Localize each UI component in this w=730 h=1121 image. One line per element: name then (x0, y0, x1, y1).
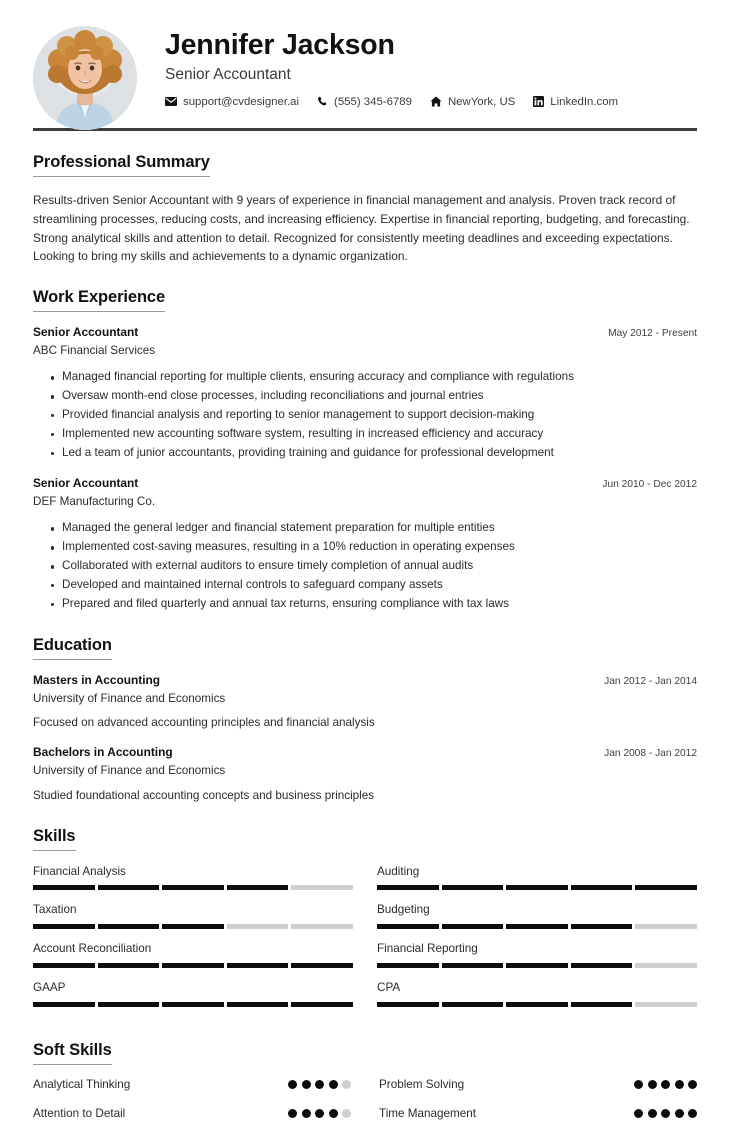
profile-photo-illustration (33, 26, 137, 130)
skill-meter-segment (227, 963, 289, 968)
skill-meter-segment (377, 963, 439, 968)
soft-skill-rating (288, 1109, 351, 1118)
contact-phone-value: (555) 345-6789 (334, 95, 412, 108)
rating-dot (634, 1109, 643, 1118)
email-icon (165, 97, 177, 106)
list-item: Provided financial analysis and reporting to senior management to support decision-making (51, 406, 697, 425)
work-entry (33, 325, 697, 463)
list-item: Managed the general ledger and financial statement preparation for multiple entities (51, 519, 697, 538)
soft-skill-item (33, 1106, 351, 1121)
skills-grid (33, 864, 697, 1019)
skill-meter-segment (571, 963, 633, 968)
skill-meter-segment (442, 1002, 504, 1007)
list-item: Implemented cost-saving measures, resulting in a 10% reduction in operating expenses (51, 538, 697, 557)
skill-meter-segment (377, 1002, 439, 1007)
contact-email-value: support@cvdesigner.ai (183, 95, 300, 108)
home-icon (430, 96, 442, 107)
contact-row (165, 96, 697, 108)
section-heading-soft-skills: Soft Skills (33, 1041, 112, 1065)
work-entry-organization: DEF Manufacturing Co. (33, 494, 156, 508)
skill-meter-segment (33, 885, 95, 890)
skill-meter-segment (635, 963, 697, 968)
list-item: Prepared and filed quarterly and annual tax returns, ensuring compliance with tax laws (51, 595, 697, 614)
header-text-block (137, 26, 697, 108)
work-entry-bullets (33, 519, 697, 614)
skill-meter-segment (98, 885, 160, 890)
work-entry-head (33, 476, 697, 491)
skill-item (377, 980, 697, 1019)
rating-dot (648, 1109, 657, 1118)
rating-dot (688, 1109, 697, 1118)
section-heading-education: Education (33, 636, 112, 660)
skill-meter-segment (291, 963, 353, 968)
skill-label: GAAP (33, 980, 66, 994)
work-entry-dates: May 2012 - Present (608, 328, 697, 340)
skill-meter-segment (506, 885, 568, 890)
skill-item (377, 902, 697, 941)
skill-level-meter (33, 885, 353, 890)
skill-label: CPA (377, 980, 401, 994)
skill-meter-segment (33, 963, 95, 968)
soft-skill-rating (634, 1109, 697, 1118)
education-entry-degree: Bachelors in Accounting (33, 745, 173, 760)
linkedin-icon (533, 96, 544, 107)
skill-meter-segment (227, 924, 289, 929)
rating-dot (315, 1109, 324, 1118)
skill-level-meter (377, 924, 697, 929)
skill-meter-segment (635, 924, 697, 929)
skill-level-meter (33, 963, 353, 968)
contact-location-value: NewYork, US (447, 95, 516, 108)
job-title: Senior Accountant (165, 66, 291, 84)
rating-dot (688, 1080, 697, 1089)
education-entry-institution: University of Finance and Economics (33, 691, 226, 705)
skill-item (377, 941, 697, 980)
skill-meter-segment (98, 963, 160, 968)
rating-dot (342, 1109, 351, 1118)
section-heading-summary: Professional Summary (33, 153, 210, 177)
skill-label: Auditing (377, 864, 420, 878)
education-entry-description: Studied foundational accounting concepts and business principles (33, 788, 375, 802)
skill-meter-segment (571, 885, 633, 890)
skill-meter-segment (33, 1002, 95, 1007)
section-work-experience (33, 288, 697, 614)
skill-meter-segment (227, 885, 289, 890)
soft-skill-label: Time Management (379, 1106, 477, 1120)
list-item: Developed and maintained internal controls to safeguard company assets (51, 576, 697, 595)
skill-meter-segment (291, 1002, 353, 1007)
education-entry-degree: Masters in Accounting (33, 673, 161, 688)
skill-label: Account Reconciliation (33, 942, 152, 956)
skill-meter-segment (506, 963, 568, 968)
work-entry (33, 476, 697, 614)
work-entry-organization: ABC Financial Services (33, 343, 156, 357)
skill-label: Financial Reporting (377, 942, 478, 956)
list-item: Implemented new accounting software system, resulting in increased efficiency and accuracy (51, 425, 697, 444)
skill-meter-segment (33, 924, 95, 929)
rating-dot (315, 1080, 324, 1089)
skill-meter-segment (635, 1002, 697, 1007)
skill-level-meter (33, 1002, 353, 1007)
skill-meter-segment (162, 1002, 224, 1007)
skill-meter-segment (227, 1002, 289, 1007)
skill-meter-segment (506, 1002, 568, 1007)
skill-level-meter (377, 885, 697, 890)
soft-skill-label: Attention to Detail (33, 1106, 126, 1120)
skill-meter-segment (506, 924, 568, 929)
skill-label: Financial Analysis (33, 864, 126, 878)
contact-email[interactable] (165, 96, 299, 108)
section-professional-summary (33, 153, 697, 266)
skill-meter-segment (442, 963, 504, 968)
soft-skill-label: Analytical Thinking (33, 1077, 131, 1091)
rating-dot (648, 1080, 657, 1089)
skill-label: Budgeting (377, 903, 430, 917)
list-item: Managed financial reporting for multiple clients, ensuring accuracy and compliance with regulations (51, 368, 697, 387)
rating-dot (661, 1080, 670, 1089)
skill-item (377, 864, 697, 903)
work-entry-head (33, 325, 697, 340)
skill-meter-segment (162, 924, 224, 929)
rating-dot (288, 1109, 297, 1118)
skill-meter-segment (291, 885, 353, 890)
rating-dot (675, 1080, 684, 1089)
contact-linkedin[interactable] (533, 96, 618, 108)
rating-dot (342, 1080, 351, 1089)
rating-dot (634, 1080, 643, 1089)
education-entry-institution: University of Finance and Economics (33, 763, 226, 777)
work-entry-role: Senior Accountant (33, 476, 139, 491)
work-entry-role: Senior Accountant (33, 325, 139, 340)
contact-location[interactable] (430, 96, 515, 108)
skill-level-meter (377, 1002, 697, 1007)
page-title: Jennifer Jackson (165, 29, 395, 61)
contact-phone[interactable] (317, 96, 412, 108)
education-entry-head (33, 745, 697, 760)
phone-icon (317, 96, 328, 107)
education-entry-dates: Jan 2012 - Jan 2014 (604, 676, 697, 688)
skill-item (33, 902, 353, 941)
education-entry (33, 745, 697, 804)
section-heading-skills: Skills (33, 827, 76, 851)
skill-meter-segment (635, 885, 697, 890)
section-heading-work-experience: Work Experience (33, 288, 165, 312)
skill-meter-segment (442, 924, 504, 929)
section-soft-skills (33, 1041, 697, 1121)
contact-linkedin-value: LinkedIn.com (550, 95, 619, 108)
rating-dot (329, 1080, 338, 1089)
summary-text: Results-driven Senior Accountant with 9 years of experience in financial management and analysis. Proven track record of streamlining processes, reducing costs, and increasing efficiency. Expertise in financial reporting, budgeting, and forecasting. Strong analytical skills and attention to detail. Recognized for consistently meeting deadlines and exceeding expectations. Looking to bring my skills and achievements to a dynamic organization. (33, 192, 690, 264)
list-item: Collaborated with external auditors to ensure timely completion of annual audits (51, 557, 697, 576)
rating-dot (329, 1109, 338, 1118)
soft-skill-item (33, 1077, 351, 1093)
soft-skill-label: Problem Solving (379, 1077, 465, 1091)
rating-dot (302, 1109, 311, 1118)
education-entry (33, 673, 697, 732)
rating-dot (661, 1109, 670, 1118)
skill-meter-segment (162, 885, 224, 890)
skill-meter-segment (571, 924, 633, 929)
soft-skill-rating (634, 1080, 697, 1089)
soft-skills-grid (33, 1077, 697, 1121)
resume-header (33, 0, 697, 108)
education-entry-description: Focused on advanced accounting principles and financial analysis (33, 716, 375, 730)
avatar (33, 26, 137, 130)
skill-meter-segment (291, 924, 353, 929)
list-item: Led a team of junior accountants, providing training and guidance for professional development (51, 444, 697, 463)
skill-meter-segment (98, 924, 160, 929)
skill-label: Taxation (33, 903, 77, 917)
skill-meter-segment (442, 885, 504, 890)
education-entry-head (33, 673, 697, 688)
skill-item (33, 980, 353, 1019)
section-skills (33, 827, 697, 1019)
education-entry-dates: Jan 2008 - Jan 2012 (604, 748, 697, 760)
section-education (33, 636, 697, 804)
soft-skill-rating (288, 1080, 351, 1089)
work-entry-bullets (33, 368, 697, 463)
skill-meter-segment (98, 1002, 160, 1007)
skill-meter-segment (571, 1002, 633, 1007)
skill-meter-segment (377, 885, 439, 890)
work-entry-dates: Jun 2010 - Dec 2012 (602, 479, 697, 491)
skill-level-meter (377, 963, 697, 968)
soft-skill-item (379, 1077, 697, 1093)
skill-item (33, 864, 353, 903)
skill-item (33, 941, 353, 980)
soft-skill-item (379, 1106, 697, 1121)
skill-level-meter (33, 924, 353, 929)
rating-dot (288, 1080, 297, 1089)
rating-dot (675, 1109, 684, 1118)
rating-dot (302, 1080, 311, 1089)
skill-meter-segment (162, 963, 224, 968)
skill-meter-segment (377, 924, 439, 929)
list-item: Oversaw month-end close processes, including reconciliations and journal entries (51, 387, 697, 406)
